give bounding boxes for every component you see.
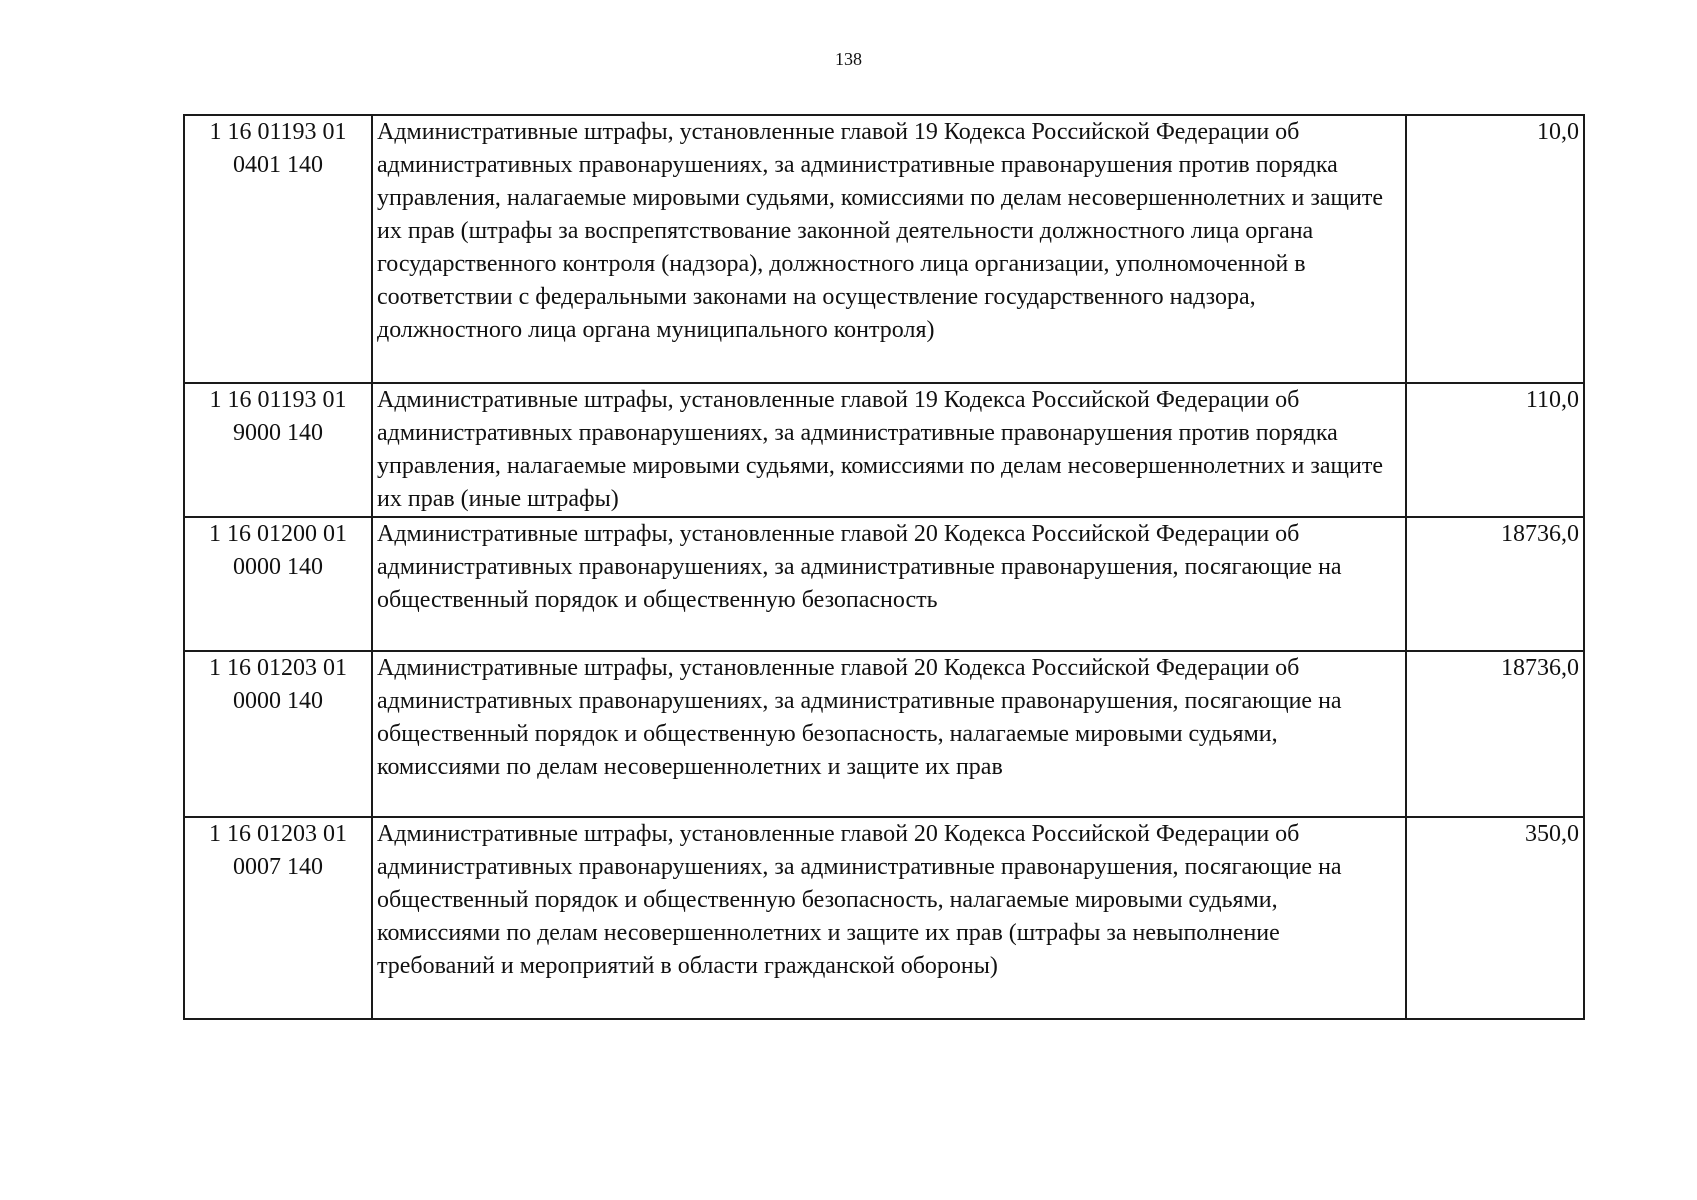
amount-value: 10,0: [1406, 115, 1584, 383]
revenue-description: Административные штрафы, установленные главой 19 Кодекса Российской Федерации об административных правонарушениях, за административные правонарушения против порядка управления, налагаемые мировыми судьями, комиссиями по делам несовершеннолетних и защите их прав (штрафы за воспрепятствование законной деятельности должностного лица органа государственного контроля (надзора), должностного лица организации, уполномоченной в соответствии с федеральными законами на осуществление государственного надзора, должностного лица органа муниципального контроля): [372, 115, 1406, 383]
amount-value: 110,0: [1406, 383, 1584, 517]
amount-value: 18736,0: [1406, 517, 1584, 651]
table-row: [184, 651, 1584, 817]
classification-code: 1 16 01193 01 0401 140: [184, 115, 372, 383]
table-row: [184, 383, 1584, 517]
amount-value: 350,0: [1406, 817, 1584, 1019]
table-row: [184, 817, 1584, 1019]
classification-code: 1 16 01203 01 0007 140: [184, 817, 372, 1019]
table-row: [184, 115, 1584, 383]
classification-code: 1 16 01200 01 0000 140: [184, 517, 372, 651]
budget-table: [183, 114, 1585, 1020]
revenue-description: Административные штрафы, установленные главой 20 Кодекса Российской Федерации об административных правонарушениях, за административные правонарушения, посягающие на общественный порядок и общественную безопасность: [372, 517, 1406, 651]
amount-value: 18736,0: [1406, 651, 1584, 817]
revenue-description: Административные штрафы, установленные главой 19 Кодекса Российской Федерации об административных правонарушениях, за административные правонарушения против порядка управления, налагаемые мировыми судьями, комиссиями по делам несовершеннолетних и защите их прав (иные штрафы): [372, 383, 1406, 517]
revenue-description: Административные штрафы, установленные главой 20 Кодекса Российской Федерации об административных правонарушениях, за административные правонарушения, посягающие на общественный порядок и общественную безопасность, налагаемые мировыми судьями, комиссиями по делам несовершеннолетних и защите их прав (штрафы за невыполнение требований и мероприятий в области гражданской обороны): [372, 817, 1406, 1019]
table-row: [184, 517, 1584, 651]
revenue-description: Административные штрафы, установленные главой 20 Кодекса Российской Федерации об административных правонарушениях, за административные правонарушения, посягающие на общественный порядок и общественную безопасность, налагаемые мировыми судьями, комиссиями по делам несовершеннолетних и защите их прав: [372, 651, 1406, 817]
page-number: 138: [835, 49, 862, 69]
classification-code: 1 16 01203 01 0000 140: [184, 651, 372, 817]
classification-code: 1 16 01193 01 9000 140: [184, 383, 372, 517]
